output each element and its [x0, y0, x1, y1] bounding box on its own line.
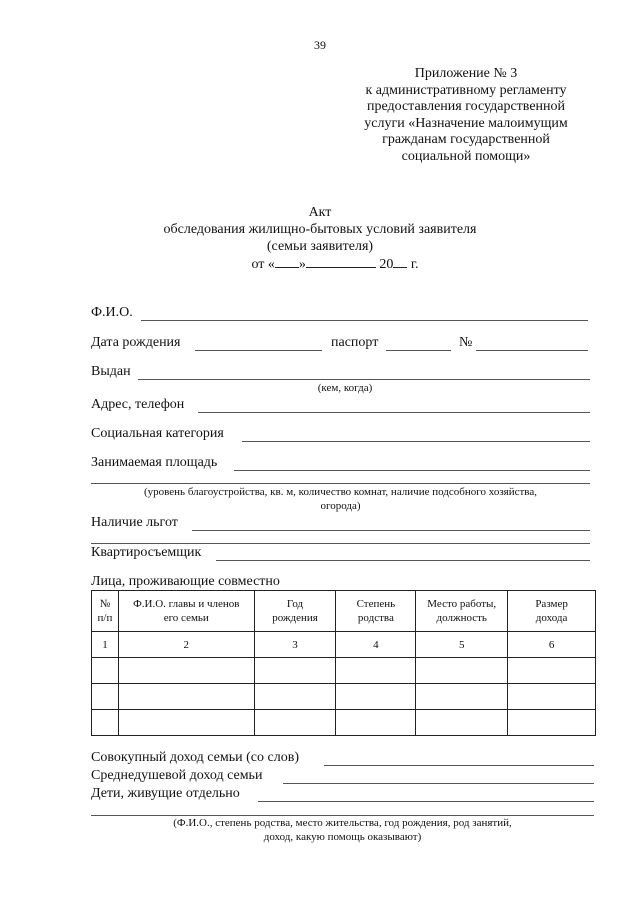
table-row[interactable] [92, 684, 596, 710]
col-header-relation: Степень родства [336, 591, 416, 632]
tenant-label: Квартиросъемщик [91, 545, 202, 560]
table-cell[interactable] [92, 710, 119, 736]
children-line[interactable] [258, 801, 594, 802]
table-cell[interactable] [508, 658, 596, 684]
date-month-blank[interactable] [306, 255, 376, 268]
table-cell: 5 [416, 632, 508, 658]
table-cell[interactable] [336, 658, 416, 684]
table-cell[interactable] [92, 658, 119, 684]
appendix-heading [350, 66, 582, 165]
cohabitants-table [91, 590, 596, 736]
table-cell: 1 [92, 632, 119, 658]
issued-hint: (кем, когда) [317, 382, 373, 394]
appendix-line: предоставления государственной [366, 99, 566, 114]
table-cell[interactable] [254, 658, 336, 684]
fio-line[interactable] [141, 320, 588, 321]
table-cell[interactable] [118, 658, 254, 684]
children-hint-line: доход, какую помощь оказывают) [263, 831, 422, 843]
table-cell[interactable] [336, 710, 416, 736]
fio-label: Ф.И.О. [91, 305, 133, 320]
col-header-income: Размер дохода [508, 591, 596, 632]
tenant-line[interactable] [216, 560, 590, 561]
table-cell[interactable] [416, 684, 508, 710]
children-label: Дети, живущие отдельно [91, 786, 240, 801]
birth-date-line[interactable] [195, 350, 322, 351]
table-row[interactable] [92, 710, 596, 736]
area-hint-line: (уровень благоустройства, кв. м, количество комнат, наличие подсобного хозяйства, [144, 486, 537, 498]
date-mid: » [298, 257, 306, 272]
address-line[interactable] [198, 412, 590, 413]
area-hint-line: огорода) [320, 500, 361, 512]
date-year-blank[interactable] [393, 255, 407, 268]
date-prefix: от « [251, 257, 275, 272]
passport-number-line[interactable] [476, 350, 588, 351]
area-hint [91, 485, 590, 513]
table-header-row [92, 591, 596, 632]
col-header-number: № п/п [92, 591, 119, 632]
date-year-prefix: 20 [379, 257, 394, 272]
appendix-line: гражданам государственной [382, 132, 550, 147]
table-cell[interactable] [254, 710, 336, 736]
table-cell[interactable] [416, 658, 508, 684]
appendix-line: Приложение № 3 [414, 66, 518, 81]
issued-label: Выдан [91, 364, 131, 379]
social-category-label: Социальная категория [91, 426, 224, 441]
total-income-line[interactable] [324, 765, 594, 766]
act-date [30, 255, 640, 273]
date-suffix: г. [410, 257, 419, 272]
col-header-name: Ф.И.О. главы и членов его семьи [118, 591, 254, 632]
table-cell[interactable] [508, 710, 596, 736]
birth-date-label: Дата рождения [91, 335, 181, 350]
act-subtitle-2: (семьи заявителя) [266, 239, 374, 254]
col-header-birth-year: Год рождения [254, 591, 336, 632]
col-header-workplace: Место работы, должность [416, 591, 508, 632]
appendix-line: услуги «Назначение малоимущим [364, 115, 568, 131]
benefits-line-2[interactable] [91, 543, 590, 544]
appendix-line: социальной помощи» [401, 148, 531, 164]
table-cell[interactable] [336, 684, 416, 710]
date-day-blank[interactable] [275, 255, 299, 268]
children-hint-line: (Ф.И.О., степень родства, место жительства, год рождения, род занятий, [173, 817, 512, 829]
passport-line[interactable] [386, 350, 451, 351]
table-cell[interactable] [254, 684, 336, 710]
table-cell[interactable] [118, 710, 254, 736]
table-row[interactable] [92, 658, 596, 684]
social-category-line[interactable] [242, 441, 590, 442]
table-cell: 4 [336, 632, 416, 658]
act-subtitle: обследования жилищно-бытовых условий заявителя [163, 222, 477, 237]
avg-income-label: Среднедушевой доход семьи [91, 768, 263, 783]
table-cell[interactable] [118, 684, 254, 710]
table-cell[interactable] [508, 684, 596, 710]
passport-label: паспорт [331, 335, 379, 350]
avg-income-line[interactable] [283, 783, 594, 784]
issued-line[interactable] [138, 379, 590, 380]
act-title: Акт [308, 205, 332, 220]
total-income-label: Совокупный доход семьи (со слов) [91, 750, 299, 765]
page-number: 39 [314, 38, 326, 52]
table-cell: 2 [118, 632, 254, 658]
area-line-2[interactable] [91, 483, 590, 484]
table-cell[interactable] [416, 710, 508, 736]
number-label: № [459, 335, 473, 350]
table-numbering-row [92, 632, 596, 658]
table-cell: 3 [254, 632, 336, 658]
area-label: Занимаемая площадь [91, 455, 218, 470]
appendix-line: к административному регламенту [365, 82, 567, 98]
cohabitants-label: Лица, проживающие совместно [91, 574, 280, 589]
area-line[interactable] [234, 470, 590, 471]
table-cell[interactable] [92, 684, 119, 710]
act-title-block [0, 204, 640, 273]
benefits-line[interactable] [192, 530, 590, 531]
table-cell: 6 [508, 632, 596, 658]
benefits-label: Наличие льгот [91, 515, 178, 530]
children-hint [91, 816, 594, 844]
address-label: Адрес, телефон [91, 397, 185, 412]
